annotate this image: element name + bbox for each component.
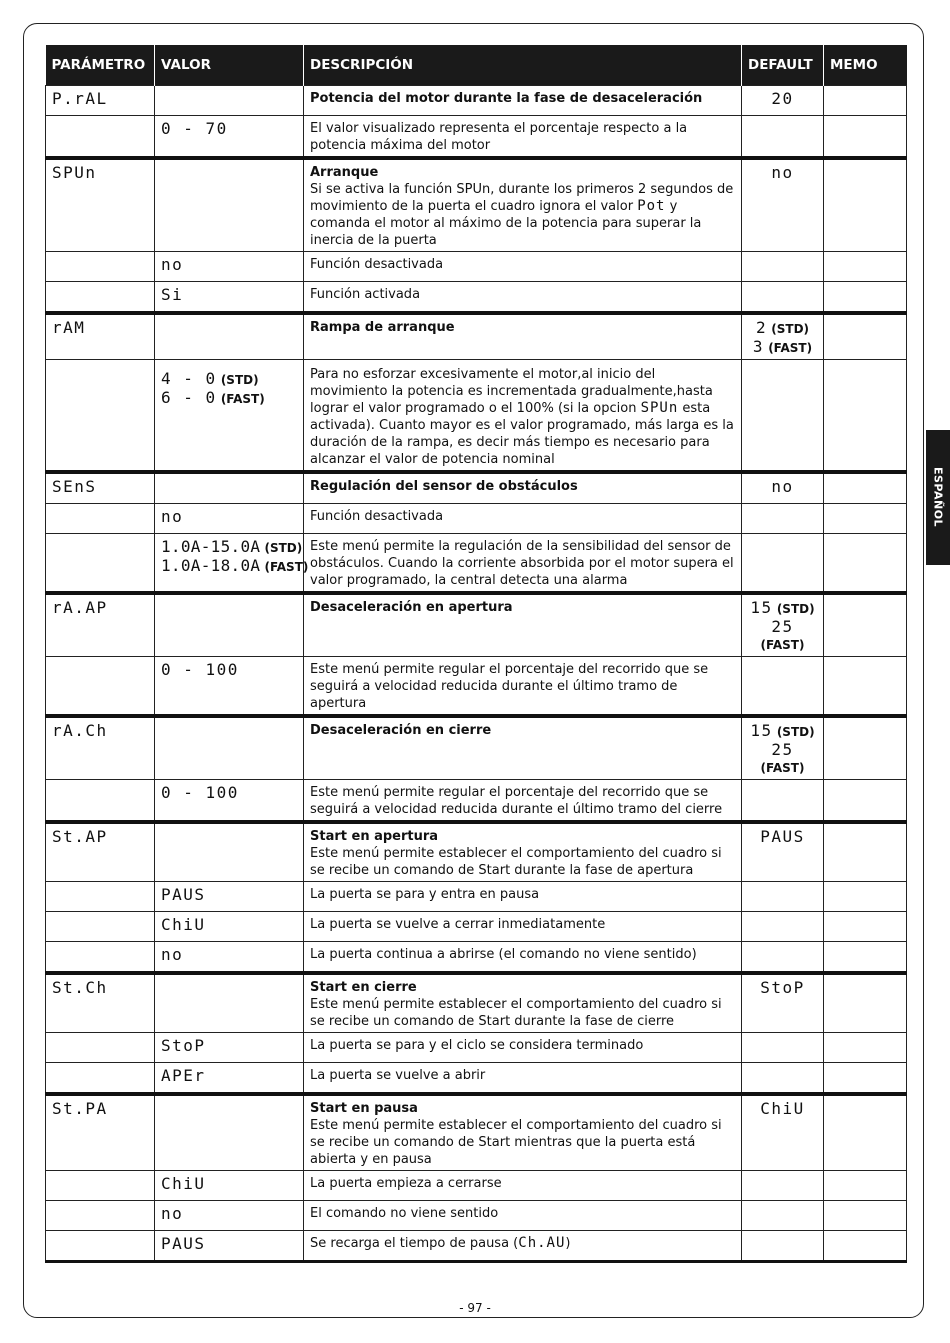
memo-cell [824, 86, 907, 116]
valor-value: 6 - 0 [161, 388, 217, 407]
valor-tag: (FAST) [220, 392, 265, 406]
param-cell [46, 942, 155, 974]
valor-cell: no [155, 1201, 304, 1231]
param-cell [46, 360, 155, 473]
default-cell: no [742, 472, 824, 504]
default-cell [742, 780, 824, 823]
valor-cell [155, 360, 304, 473]
memo-cell [824, 973, 907, 1033]
default-cell [742, 912, 824, 942]
desc-text: Este menú permite establecer el comportamiento del cuadro si se recibe un comando de Start durante la fase de apertura [310, 846, 722, 878]
desc-text: Este menú permite establecer el comportamiento del cuadro si se recibe un comando de Start mientras que la puerta está abierta y en pausa [310, 1118, 722, 1167]
param-cell [46, 1201, 155, 1231]
param-cell: rA.Ch [46, 716, 155, 780]
memo-cell [824, 593, 907, 657]
default-cell [742, 1171, 824, 1201]
desc-cell: El valor visualizado representa el porcentaje respecto a la potencia máxima del motor [304, 116, 742, 159]
default-value: 15 [750, 721, 773, 740]
desc-cell: Función desactivada [304, 252, 742, 282]
desc-text: Si se activa la función SPUn, durante los primeros 2 segundos de movimiento de la puerta el cuadro ignora el valor [310, 182, 734, 214]
default-value: 15 [750, 598, 773, 617]
table-row [46, 282, 907, 314]
memo-cell [824, 1094, 907, 1171]
default-cell [742, 116, 824, 159]
desc-title: Desaceleración en apertura [310, 600, 513, 615]
table-row [46, 882, 907, 912]
desc-cell: Este menú permite regular el porcentaje del recorrido que se seguirá a velocidad reducida durante el último tramo del cierre [304, 780, 742, 823]
param-cell: St.AP [46, 822, 155, 882]
default-cell [742, 360, 824, 473]
default-cell [742, 716, 824, 780]
table-row [46, 1094, 907, 1171]
memo-cell [824, 282, 907, 314]
desc-text: Se recarga el tiempo de pausa ( [310, 1236, 519, 1251]
valor-cell [155, 158, 304, 252]
default-value: 2 [755, 318, 768, 337]
valor-tag: (STD) [220, 373, 259, 387]
param-cell [46, 116, 155, 159]
default-tag: (FAST) [768, 341, 813, 355]
table-row [46, 534, 907, 594]
table-header-row [46, 45, 907, 86]
valor-cell [155, 1094, 304, 1171]
desc-title: Arranque [310, 165, 379, 180]
memo-cell [824, 1063, 907, 1095]
memo-cell [824, 1201, 907, 1231]
memo-cell [824, 534, 907, 594]
default-cell [742, 1063, 824, 1095]
memo-cell [824, 504, 907, 534]
desc-cell [304, 1231, 742, 1262]
desc-cell: Este menú permite la regulación de la sensibilidad del sensor de obstáculos. Cuando la corriente absorbida por el motor supera el valor programado, la central detecta una alarma [304, 534, 742, 594]
desc-title: Desaceleración en cierre [310, 723, 492, 738]
default-value: 25 [771, 617, 794, 636]
param-cell [46, 1063, 155, 1095]
valor-cell: PAUS [155, 1231, 304, 1262]
valor-tag: (FAST) [264, 560, 309, 574]
memo-cell [824, 252, 907, 282]
table-row [46, 158, 907, 252]
default-cell [742, 1201, 824, 1231]
default-tag: (STD) [776, 602, 815, 616]
valor-cell: 0 - 70 [155, 116, 304, 159]
desc-cell [304, 158, 742, 252]
desc-cell [304, 313, 742, 360]
param-cell [46, 534, 155, 594]
desc-cell: El comando no viene sentido [304, 1201, 742, 1231]
default-cell [742, 1033, 824, 1063]
desc-cell [304, 86, 742, 116]
desc-cell: Función desactivada [304, 504, 742, 534]
default-value: 25 [771, 740, 794, 759]
param-cell: rA.AP [46, 593, 155, 657]
desc-title: Regulación del sensor de obstáculos [310, 479, 578, 494]
memo-cell [824, 942, 907, 974]
valor-cell [155, 973, 304, 1033]
desc-cell: La puerta se para y entra en pausa [304, 882, 742, 912]
table-row [46, 504, 907, 534]
memo-cell [824, 360, 907, 473]
valor-cell [155, 593, 304, 657]
desc-cell: La puerta se para y el ciclo se considera terminado [304, 1033, 742, 1063]
desc-cell [304, 593, 742, 657]
parameters-table [45, 45, 907, 1263]
valor-cell [155, 534, 309, 594]
memo-cell [824, 716, 907, 780]
language-tab-label: ESPAÑOL [931, 467, 945, 528]
table-row [46, 116, 907, 159]
table-row [46, 252, 907, 282]
default-cell [742, 313, 824, 360]
desc-text: y comanda el motor al máximo de la potencia para superar la inercia de la puerta [310, 199, 702, 248]
param-cell: SPUn [46, 158, 155, 252]
desc-cell [304, 822, 742, 882]
table-row [46, 942, 907, 974]
memo-cell [824, 912, 907, 942]
header-valor: VALOR [155, 45, 304, 86]
valor-cell [155, 313, 304, 360]
default-tag: (FAST) [760, 761, 805, 775]
header-memo: MEMO [824, 45, 907, 86]
desc-text: Este menú permite establecer el comportamiento del cuadro si se recibe un comando de Start durante la fase de cierre [310, 997, 722, 1029]
table-row [46, 657, 907, 717]
valor-cell [155, 716, 304, 780]
default-cell [742, 252, 824, 282]
language-tab [926, 430, 950, 565]
param-cell [46, 882, 155, 912]
desc-cell: Este menú permite regular el porcentaje del recorrido que se seguirá a velocidad reducida durante el último tramo de apertura [304, 657, 742, 717]
param-cell: SEnS [46, 472, 155, 504]
desc-cell [304, 360, 742, 473]
valor-cell: ChiU [155, 1171, 304, 1201]
valor-cell [155, 472, 304, 504]
desc-title: Rampa de arranque [310, 320, 455, 335]
valor-cell [155, 86, 304, 116]
table-row [46, 1171, 907, 1201]
table-row [46, 912, 907, 942]
valor-value: 1.0A-15.0A [161, 537, 261, 556]
param-cell: St.Ch [46, 973, 155, 1033]
valor-cell: StoP [155, 1033, 304, 1063]
memo-cell [824, 313, 907, 360]
memo-cell [824, 1171, 907, 1201]
default-cell: no [742, 158, 824, 252]
desc-code: SPUn [640, 400, 679, 416]
memo-cell [824, 1033, 907, 1063]
table-row [46, 716, 907, 780]
desc-cell: La puerta se vuelve a cerrar inmediatamente [304, 912, 742, 942]
valor-cell: no [155, 504, 304, 534]
valor-cell: Si [155, 282, 304, 314]
table-row [46, 360, 907, 473]
table-row [46, 780, 907, 823]
desc-text: esta activada). Cuanto mayor es el valor programado, más larga es la duración de la rampa, es decir más tiempo es necesario para alcanzar el valor de potencia nominal [310, 401, 734, 467]
desc-cell [304, 716, 742, 780]
table-row [46, 1063, 907, 1095]
memo-cell [824, 882, 907, 912]
header-default: DEFAULT [742, 45, 824, 86]
param-cell [46, 780, 155, 823]
valor-cell: APEr [155, 1063, 304, 1095]
default-tag: (STD) [771, 322, 810, 336]
default-cell [742, 504, 824, 534]
desc-code: Ch.AU [518, 1235, 566, 1251]
param-cell [46, 912, 155, 942]
param-cell [46, 252, 155, 282]
desc-title: Start en cierre [310, 980, 417, 995]
desc-title: Potencia del motor durante la fase de desaceleración [310, 91, 703, 106]
table-row [46, 973, 907, 1033]
valor-cell [155, 822, 304, 882]
header-param: PARÁMETRO [46, 45, 155, 86]
desc-cell: La puerta se vuelve a abrir [304, 1063, 742, 1095]
desc-cell [304, 1094, 742, 1171]
default-cell [742, 942, 824, 974]
memo-cell [824, 158, 907, 252]
param-cell [46, 1033, 155, 1063]
param-cell [46, 504, 155, 534]
default-cell [742, 657, 824, 717]
desc-title: Start en apertura [310, 829, 439, 844]
table-row [46, 472, 907, 504]
default-cell: 20 [742, 86, 824, 116]
memo-cell [824, 1231, 907, 1262]
param-cell [46, 657, 155, 717]
table-row [46, 313, 907, 360]
default-cell [742, 534, 824, 594]
valor-cell: 0 - 100 [155, 780, 304, 823]
desc-cell: La puerta empieza a cerrarse [304, 1171, 742, 1201]
valor-cell: no [155, 252, 304, 282]
valor-cell: ChiU [155, 912, 304, 942]
desc-cell [304, 973, 742, 1033]
desc-cell [304, 472, 742, 504]
desc-cell: Función activada [304, 282, 742, 314]
valor-value: 4 - 0 [161, 369, 217, 388]
valor-cell: 0 - 100 [155, 657, 304, 717]
desc-title: Start en pausa [310, 1101, 418, 1116]
param-cell [46, 1171, 155, 1201]
default-cell [742, 1231, 824, 1262]
memo-cell [824, 822, 907, 882]
param-cell: P.rAL [46, 86, 155, 116]
header-desc: DESCRIPCIÓN [304, 45, 742, 86]
table-row [46, 593, 907, 657]
memo-cell [824, 780, 907, 823]
default-tag: (FAST) [760, 638, 805, 652]
table-row [46, 1201, 907, 1231]
memo-cell [824, 116, 907, 159]
memo-cell [824, 657, 907, 717]
default-cell: ChiU [742, 1094, 824, 1171]
param-cell [46, 1231, 155, 1262]
default-tag: (STD) [776, 725, 815, 739]
valor-cell: no [155, 942, 304, 974]
param-cell: rAM [46, 313, 155, 360]
table-row [46, 1231, 907, 1262]
table-row [46, 1033, 907, 1063]
table-row [46, 822, 907, 882]
desc-cell: La puerta continua a abrirse (el comando no viene sentido) [304, 942, 742, 974]
desc-code: Pot [637, 198, 666, 214]
param-cell: St.PA [46, 1094, 155, 1171]
valor-cell: PAUS [155, 882, 304, 912]
table-row [46, 86, 907, 116]
desc-text: Para no esforzar excesivamente el motor,al inicio del movimiento la potencia es incrementada gradualmente,hasta lograr el valor programado o el 100% (si la opcion [310, 367, 713, 416]
default-cell: PAUS [742, 822, 824, 882]
param-cell [46, 282, 155, 314]
default-value: 3 [752, 337, 765, 356]
desc-text: ) [565, 1236, 571, 1251]
page-number: - 97 - [459, 1301, 491, 1315]
default-cell [742, 882, 824, 912]
default-cell [742, 593, 824, 657]
memo-cell [824, 472, 907, 504]
valor-value: 1.0A-18.0A [161, 556, 261, 575]
valor-tag: (STD) [264, 541, 303, 555]
default-cell [742, 282, 824, 314]
default-cell: StoP [742, 973, 824, 1033]
